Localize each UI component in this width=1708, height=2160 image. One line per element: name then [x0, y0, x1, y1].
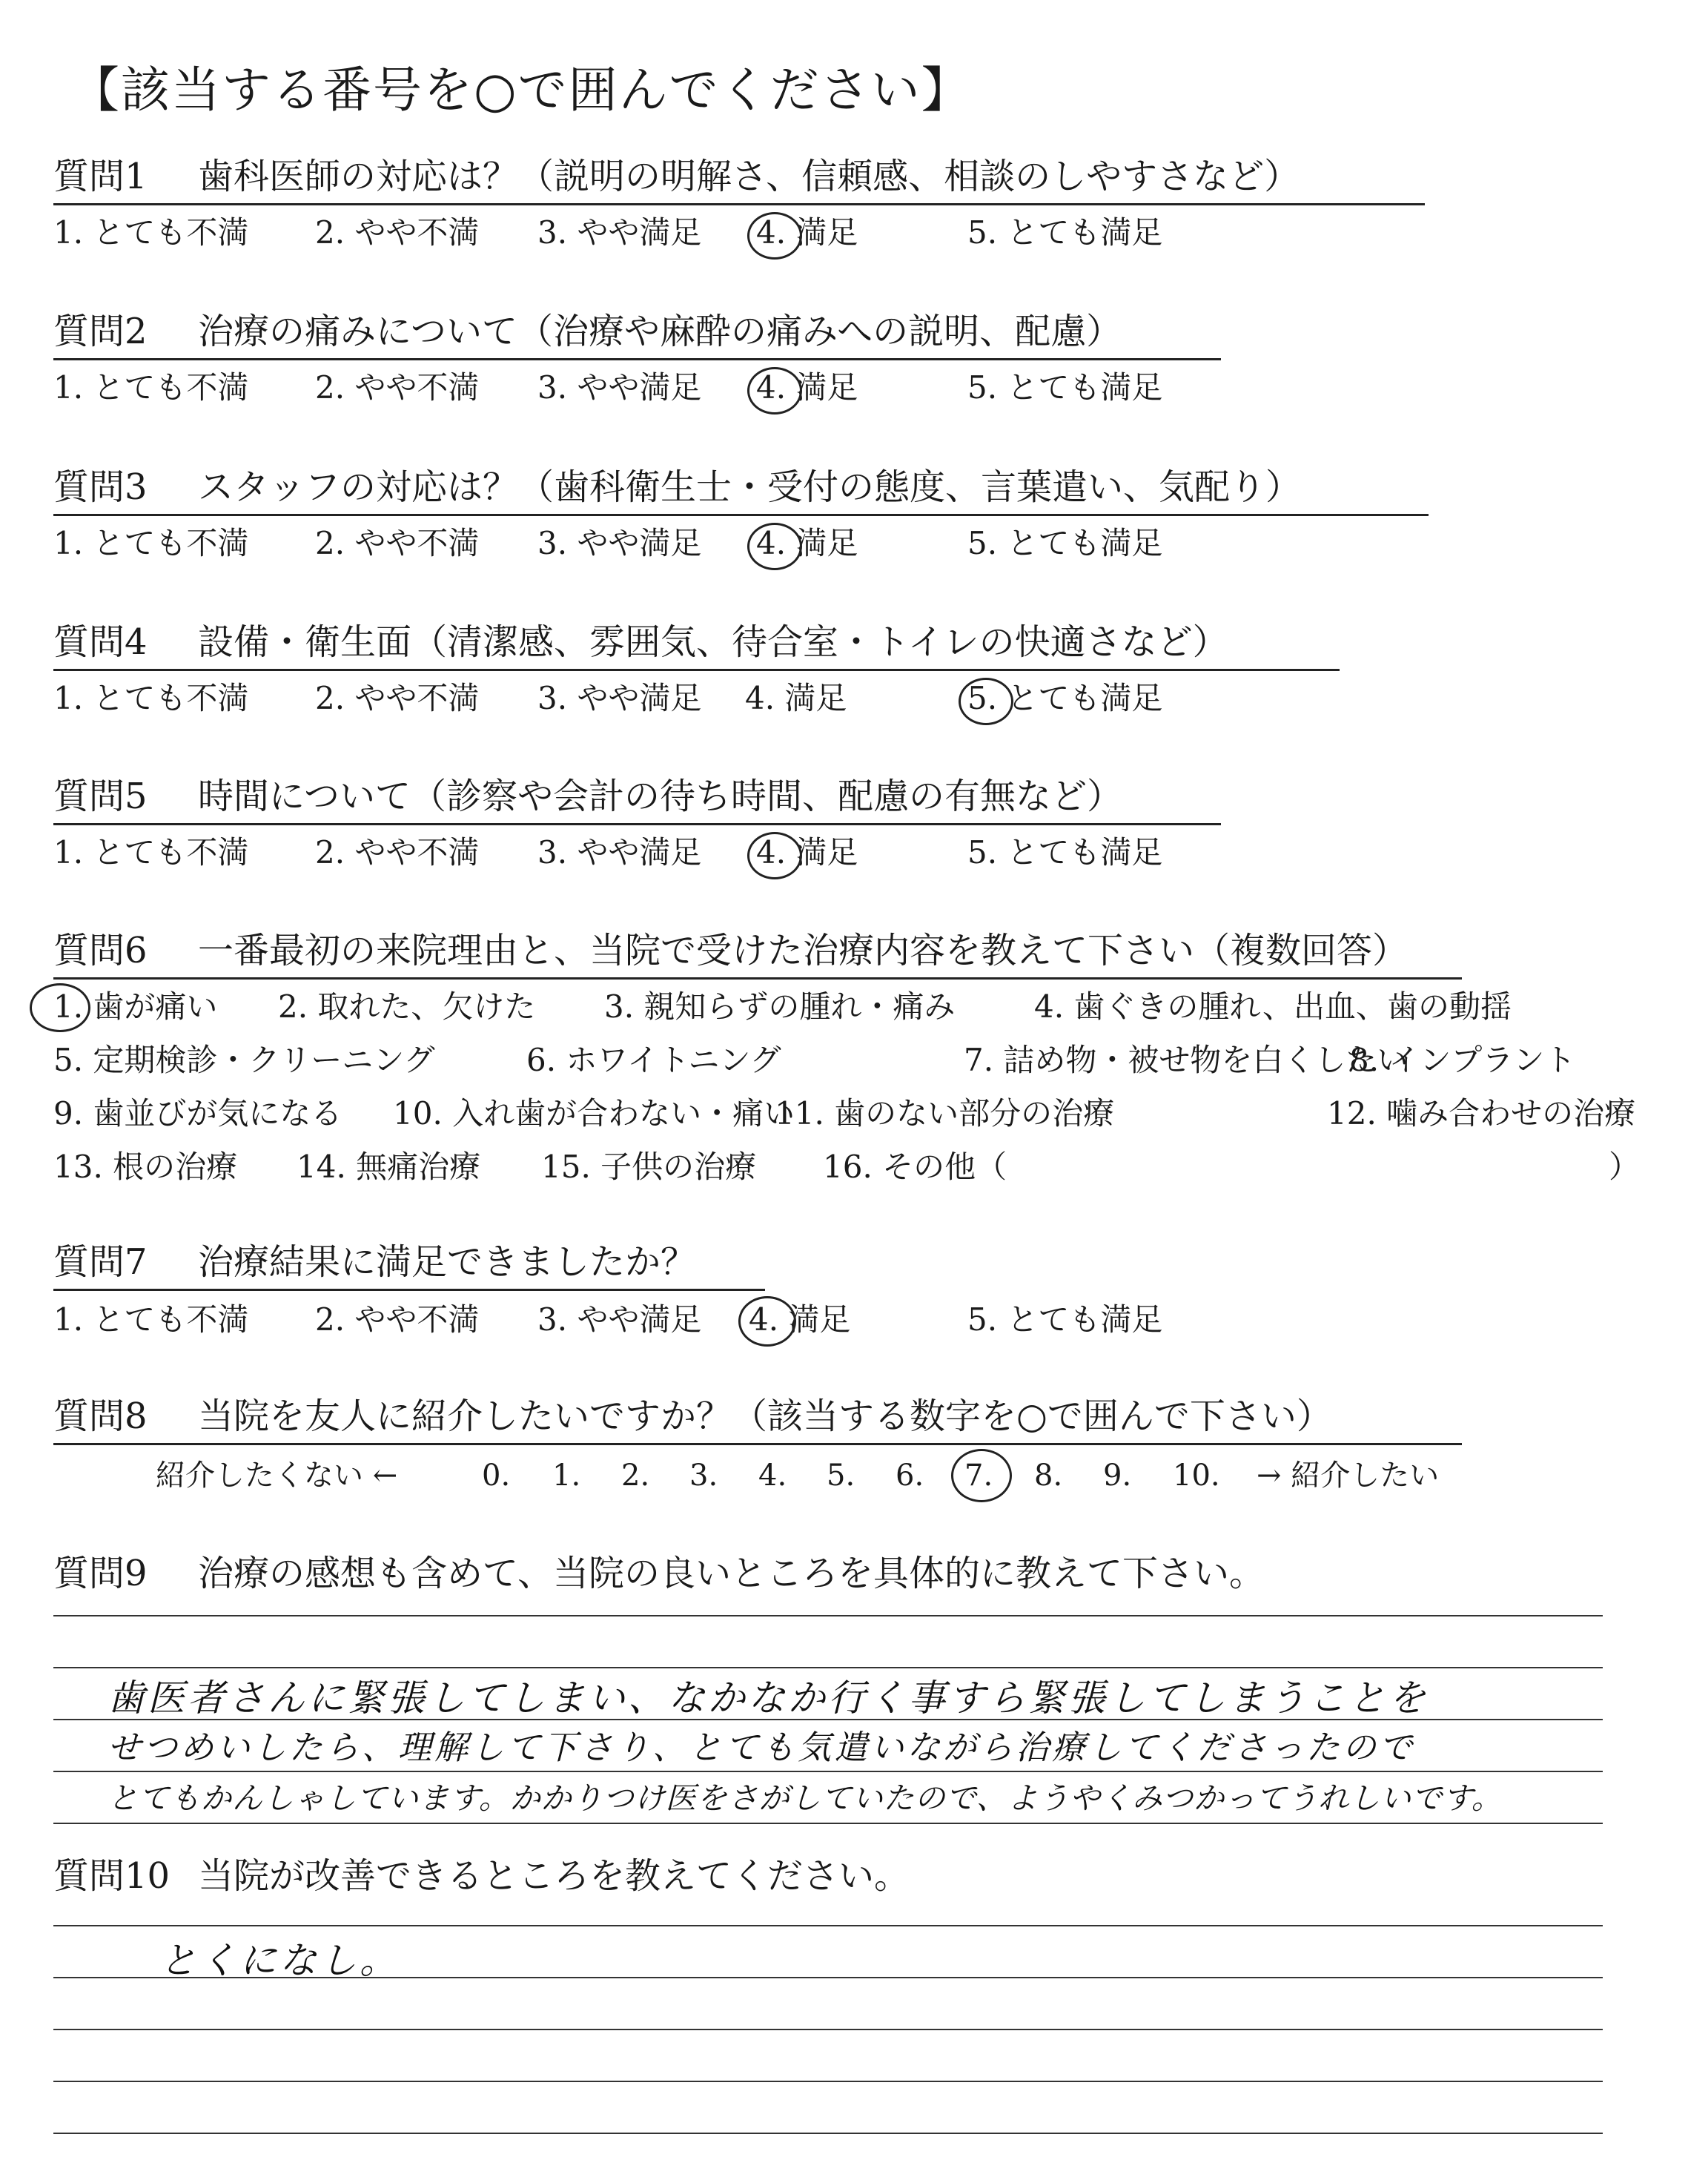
- q3-selection-circle: [747, 523, 802, 570]
- q3-heading: [53, 465, 1301, 509]
- q7-option-3[interactable]: 3. やや満足: [537, 1301, 702, 1338]
- q2-option-5[interactable]: 5. とても満足: [967, 369, 1163, 406]
- q3-underline: [53, 514, 1429, 516]
- q5-heading: [53, 774, 1122, 819]
- q8-heading: [53, 1394, 1332, 1439]
- q8-text: 当院を友人に紹介したいですか？（該当する数字を○で囲んで下さい）: [198, 1396, 1332, 1437]
- q8-scale-option[interactable]: 10.: [1173, 1459, 1220, 1493]
- q6-heading: [53, 928, 1408, 973]
- q9-answer-rule: [53, 1615, 1603, 1616]
- q6-option[interactable]: 6. ホワイトニング: [526, 1042, 781, 1078]
- q9-heading: [53, 1551, 1265, 1596]
- q5-option-2[interactable]: 2. やや不満: [315, 834, 480, 871]
- q6-underline: [53, 977, 1462, 980]
- q7-heading: [53, 1240, 696, 1284]
- q9-number: 質問9: [53, 1553, 148, 1594]
- q8-number: 質問8: [53, 1396, 148, 1437]
- q2-heading: [53, 309, 1122, 354]
- q6-option[interactable]: 4. 歯ぐきの腫れ、出血、歯の動揺: [1034, 988, 1512, 1025]
- q6-option[interactable]: 7. 詰め物・被せ物を白くしたい: [964, 1042, 1409, 1078]
- q2-option-2[interactable]: 2. やや不満: [315, 369, 480, 406]
- q6-text: 一番最初の来院理由と、当院で受けた治療内容を教えて下さい（複数回答）: [198, 930, 1409, 971]
- q8-selection-circle: [951, 1449, 1012, 1502]
- q6-option[interactable]: 3. 親知らずの腫れ・痛み: [604, 988, 956, 1025]
- q4-text: 設備・衛生面（清潔感、雰囲気、待合室・トイレの快適さなど）: [198, 621, 1228, 663]
- q6-option[interactable]: 5. 定期検診・クリーニング: [53, 1042, 435, 1078]
- q5-text: 時間について（診察や会計の待ち時間、配慮の有無など）: [198, 776, 1123, 817]
- q1-option-2[interactable]: 2. やや不満: [315, 214, 480, 251]
- q4-option-4[interactable]: 4. 満足: [745, 680, 847, 716]
- q2-option-4[interactable]: 4. 満足: [756, 369, 858, 406]
- q8-scale-option[interactable]: 7.: [964, 1459, 993, 1493]
- q10-answer-rule: [53, 2133, 1603, 2134]
- q8-scale-option[interactable]: 6.: [896, 1459, 924, 1493]
- q7-option-5[interactable]: 5. とても満足: [967, 1301, 1163, 1338]
- q10-text: 当院が改善できるところを教えてください。: [198, 1855, 910, 1897]
- q4-underline: [53, 669, 1340, 671]
- q4-heading: [53, 620, 1228, 664]
- q3-option-4[interactable]: 4. 満足: [756, 525, 858, 561]
- q1-option-4[interactable]: 4. 満足: [756, 214, 858, 251]
- q2-text: 治療の痛みについて（治療や麻酔の痛みへの説明、配慮）: [198, 311, 1122, 352]
- q4-option-1[interactable]: 1. とても不満: [53, 680, 249, 716]
- q1-heading: [53, 154, 1300, 199]
- q1-option-5[interactable]: 5. とても満足: [967, 214, 1163, 251]
- q5-option-4[interactable]: 4. 満足: [756, 834, 858, 871]
- q8-scale-option[interactable]: 1.: [552, 1459, 581, 1493]
- q5-underline: [53, 823, 1221, 825]
- q1-underline: [53, 203, 1425, 205]
- q3-option-3[interactable]: 3. やや満足: [537, 525, 702, 561]
- q1-selection-circle: [747, 212, 802, 260]
- q2-option-1[interactable]: 1. とても不満: [53, 369, 249, 406]
- q1-option-3[interactable]: 3. やや満足: [537, 214, 702, 251]
- q6-option[interactable]: ）: [1609, 1149, 1641, 1185]
- q6-option[interactable]: 10. 入れ歯が合わない・痛い: [393, 1095, 795, 1132]
- q10-answer-rule: [53, 2029, 1603, 2030]
- q3-text: スタッフの対応は？（歯科衛生士・受付の態度、言葉遣い、気配り）: [198, 466, 1302, 508]
- form-title: 【該当する番号を○で囲んでください】: [70, 62, 972, 119]
- q3-number: 質問3: [53, 466, 148, 508]
- q6-option[interactable]: 8. インプラント: [1349, 1042, 1576, 1078]
- q5-selection-circle: [747, 832, 802, 879]
- q6-option[interactable]: 2. 取れた、欠けた: [278, 988, 536, 1025]
- q9-answer-rule: [53, 1771, 1603, 1772]
- q2-selection-circle: [747, 367, 802, 415]
- q3-option-2[interactable]: 2. やや不満: [315, 525, 480, 561]
- q8-scale-option[interactable]: 5.: [827, 1459, 855, 1493]
- q6-option[interactable]: 13. 根の治療: [53, 1149, 238, 1185]
- q6-option[interactable]: 12. 噛み合わせの治療: [1327, 1095, 1636, 1132]
- q4-number: 質問4: [53, 621, 148, 663]
- q7-text: 治療結果に満足できましたか？: [198, 1241, 697, 1283]
- q6-option[interactable]: 11. 歯のない部分の治療: [775, 1095, 1115, 1132]
- q6-option[interactable]: 16. その他（: [823, 1149, 1007, 1185]
- q6-number: 質問6: [53, 930, 148, 971]
- q3-option-5[interactable]: 5. とても満足: [967, 525, 1163, 561]
- q8-underline: [53, 1443, 1462, 1445]
- q7-underline: [53, 1289, 765, 1291]
- q1-text: 歯科医師の対応は？（説明の明解さ、信頼感、相談のしやすさなど）: [198, 156, 1300, 197]
- q6-selection-circle: [30, 983, 90, 1032]
- q8-scale-option[interactable]: 0.: [482, 1459, 511, 1493]
- q8-right-label: → 紹介したい: [1257, 1459, 1440, 1493]
- q8-scale-option[interactable]: 3.: [689, 1459, 718, 1493]
- q4-option-2[interactable]: 2. やや不満: [315, 680, 480, 716]
- q5-option-1[interactable]: 1. とても不満: [53, 834, 249, 871]
- q9-text: 治療の感想も含めて、当院の良いところを具体的に教えて下さい。: [198, 1553, 1265, 1594]
- q5-option-3[interactable]: 3. やや満足: [537, 834, 702, 871]
- q4-option-5[interactable]: 5. とても満足: [967, 680, 1163, 716]
- q10-number: 質問10: [53, 1855, 171, 1897]
- q8-left-label: 紹介したくない ←: [156, 1459, 398, 1493]
- q8-scale-option[interactable]: 8.: [1034, 1459, 1063, 1493]
- q10-heading: [53, 1854, 910, 1898]
- q4-selection-circle: [959, 678, 1013, 725]
- q1-number: 質問1: [53, 156, 148, 197]
- q1-option-1[interactable]: 1. とても不満: [53, 214, 249, 251]
- q5-option-5[interactable]: 5. とても満足: [967, 834, 1163, 871]
- q4-option-3[interactable]: 3. やや満足: [537, 680, 702, 716]
- q10-answer-line: とくになし。: [159, 1939, 400, 1982]
- q7-number: 質問7: [53, 1241, 148, 1283]
- q3-option-1[interactable]: 1. とても不満: [53, 525, 249, 561]
- q9-answer-line: とてもかんしゃしています。かかりつけ医をさがしていたので、ようやくみつかってうれしいです。: [107, 1780, 1503, 1816]
- q8-scale-option[interactable]: 2.: [621, 1459, 650, 1493]
- q6-option[interactable]: 9. 歯並びが気になる: [53, 1095, 342, 1132]
- q6-option[interactable]: 1. 歯が痛い: [53, 988, 218, 1025]
- q7-selection-circle: [738, 1296, 796, 1347]
- q8-scale-option[interactable]: 9.: [1103, 1459, 1132, 1493]
- q2-underline: [53, 358, 1221, 360]
- q7-option-1[interactable]: 1. とても不満: [53, 1301, 249, 1338]
- q5-number: 質問5: [53, 776, 148, 817]
- q8-scale-option[interactable]: 4.: [758, 1459, 787, 1493]
- q6-option[interactable]: 15. 子供の治療: [541, 1149, 757, 1185]
- q2-number: 質問2: [53, 311, 148, 352]
- q6-option[interactable]: 14. 無痛治療: [297, 1149, 481, 1185]
- q9-answer-line: 歯医者さんに緊張してしまい、なかなか行く事すら緊張してしまうことを: [107, 1677, 1429, 1720]
- q7-option-4[interactable]: 4. 満足: [749, 1301, 851, 1338]
- q10-answer-rule: [53, 1925, 1603, 1926]
- q7-option-2[interactable]: 2. やや不満: [315, 1301, 480, 1338]
- q10-answer-rule: [53, 2081, 1603, 2082]
- q9-answer-rule: [53, 1823, 1603, 1824]
- q9-answer-line: せつめいしたら、理解して下さり、とても気遣いながら治療してくださったので: [107, 1728, 1416, 1767]
- q2-option-3[interactable]: 3. やや満足: [537, 369, 702, 406]
